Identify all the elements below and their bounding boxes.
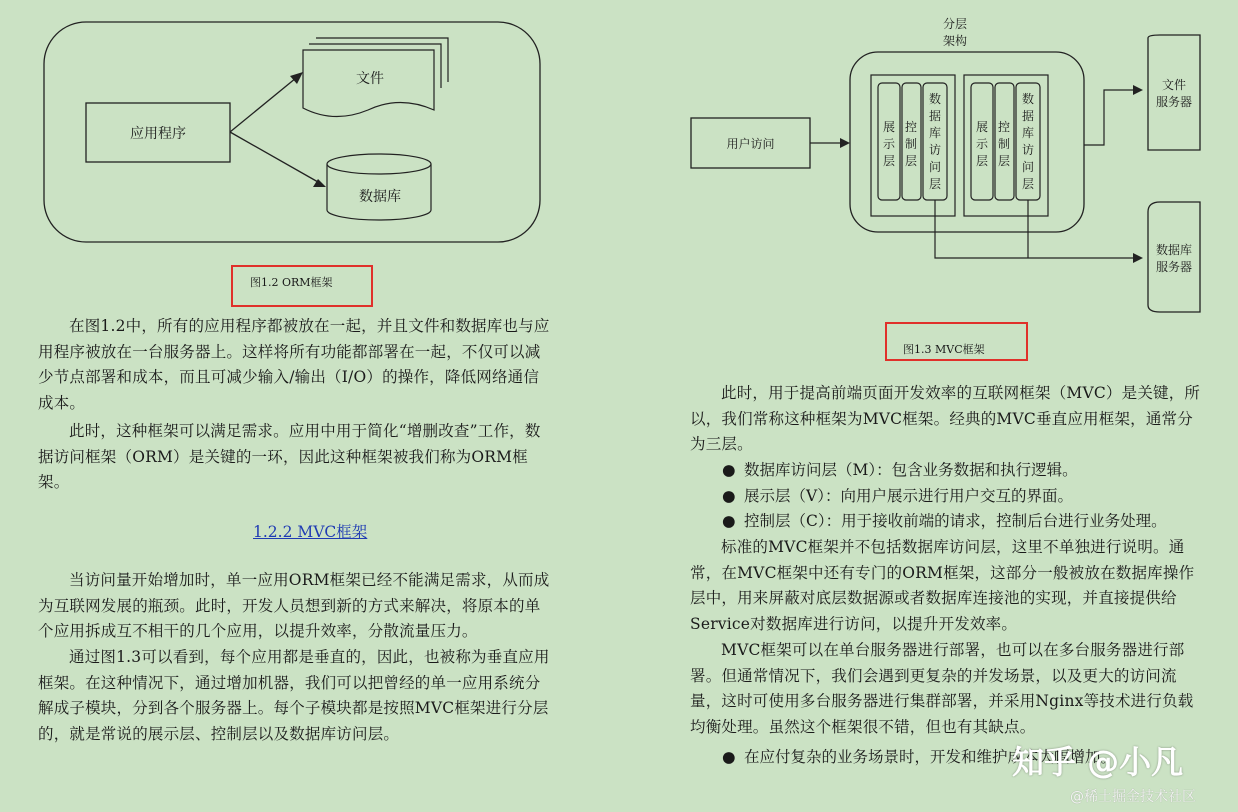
orm-diagram [0,0,600,300]
file-server-label [1148,77,1200,111]
layered-label-line-1: 分层 [942,17,967,31]
right-para-1: 此时，用于提高前端页面开发效率的互联网框架（MVC）是关键，所以，我们常称这种框架为MVC框架。经典的MVC垂直应用框架，通常分为三层。 [690,384,1201,453]
left-para-2: 此时，这种框架可以满足需求。应用中用于简化“增删改查”工作，数据访问框架（ORM）是关键的一环，因此这种框架被我们称为ORM框架。 [38,422,541,491]
bullet-dot-icon: ● [722,461,736,479]
database-label: 数据库 [359,189,401,205]
right-paragraph-1 [690,381,1202,458]
bullet-text-m: 数据库访问层（M）：包含业务数据和执行逻辑。 [744,461,1078,479]
control-layer-label-1: 控制层 [904,120,917,168]
bullet-item-v [718,484,1202,510]
data-access-layer-label-1: 数据库访问层 [928,92,941,191]
right-para-3: MVC框架可以在单台服务器进行部署，也可以在多台服务器进行部署。但通常情况下，我们会遇到更复杂的并发场景，以及更大的访问流量，这时可使用多台服务器进行集群部署，并采用Nginx等技术进行负载均衡处理。虽然这个框架很不错，但也有其缺点。 [690,641,1194,736]
bullet-item-c [718,509,1202,535]
bullet-text-complex: 在应付复杂的业务场景时，开发和维护成本大幅增加。 [744,748,1117,766]
app-label: 应用程序 [130,126,186,142]
right-paragraph-3 [690,638,1202,740]
file-server-line-1: 文件 [1161,78,1186,92]
section-heading-mvc[interactable]: 1.2.2 MVC框架 [253,523,368,541]
file-server-line-2: 服务器 [1155,95,1192,109]
db-server-line-1: 数据库 [1155,243,1192,257]
zhihu-watermark: 知乎 @小凡 [1012,743,1184,781]
bullet-dot-icon: ● [722,512,736,530]
figure-caption-1: 图1.2 ORM框架 [250,276,333,289]
data-access-layer-label-2: 数据库访问层 [1021,92,1034,191]
file-label: 文件 [356,71,384,87]
bullet-text-c: 控制层（C）：用于接收前端的请求，控制后台进行业务处理。 [744,512,1167,530]
left-para-3: 当访问量开始增加时，单一应用ORM框架已经不能满足需求，从而成为互联网发展的瓶颈。此时，开发人员想到新的方式来解决，将原本的单个应用拆成互不相干的几个应用，以提升效率，分散流量压力。 [38,571,550,640]
right-paragraph-2 [690,535,1202,637]
bullet-list [718,458,1202,535]
db-server-label [1148,242,1200,276]
left-para-4: 通过图1.3可以看到，每个应用都是垂直的，因此，也被称为垂直应用框架。在这种情况下，通过增加机器，我们可以把曾经的单一应用系统分解成子模块，分到各个服务器上。每个子模块都是按照MVC框架进行分层的，就是常说的展示层、控制层以及数据库访问层。 [38,648,550,743]
control-layer-label-2: 控制层 [997,120,1010,168]
bullet-dot-icon: ● [722,748,736,766]
figure-caption-2: 图1.3 MVC框架 [903,343,985,356]
left-para-1: 在图1.2中，所有的应用程序都被放在一起，并且文件和数据库也与应用程序被放在一台服务器上。这样将所有功能都部署在一起，不仅可以减少节点部署和成本，而且可减少输入/输出（I/O）的操作，降低网络通信成本。 [38,317,550,412]
user-access-label: 用户访问 [726,137,775,151]
left-paragraph-1 [38,314,550,416]
bullet-text-v: 展示层（V）：向用户展示进行用户交互的界面。 [744,486,1073,505]
layered-label-line-2: 架构 [942,34,967,48]
layered-architecture-label [930,16,980,50]
left-paragraph-2 [38,419,550,496]
bullet-item-m [718,458,1202,484]
juejin-watermark: @稀土掘金技术社区 [1070,789,1196,805]
right-para-2: 标准的MVC框架并不包括数据库访问层，这里不单独进行说明。通常，在MVC框架中还有专门的ORM框架，这部分一般被放在数据库操作层中，用来屏蔽对底层数据源或者数据库连接池的实现，并直接提供给Service对数据库进行访问，以提升开发效率。 [690,538,1195,633]
db-server-line-2: 服务器 [1155,260,1192,274]
left-paragraph-4 [38,645,550,747]
bullet-dot-icon: ● [722,486,736,505]
left-paragraph-3 [38,568,550,645]
presentation-layer-label-1: 展示层 [882,120,895,168]
presentation-layer-label-2: 展示层 [975,120,988,168]
